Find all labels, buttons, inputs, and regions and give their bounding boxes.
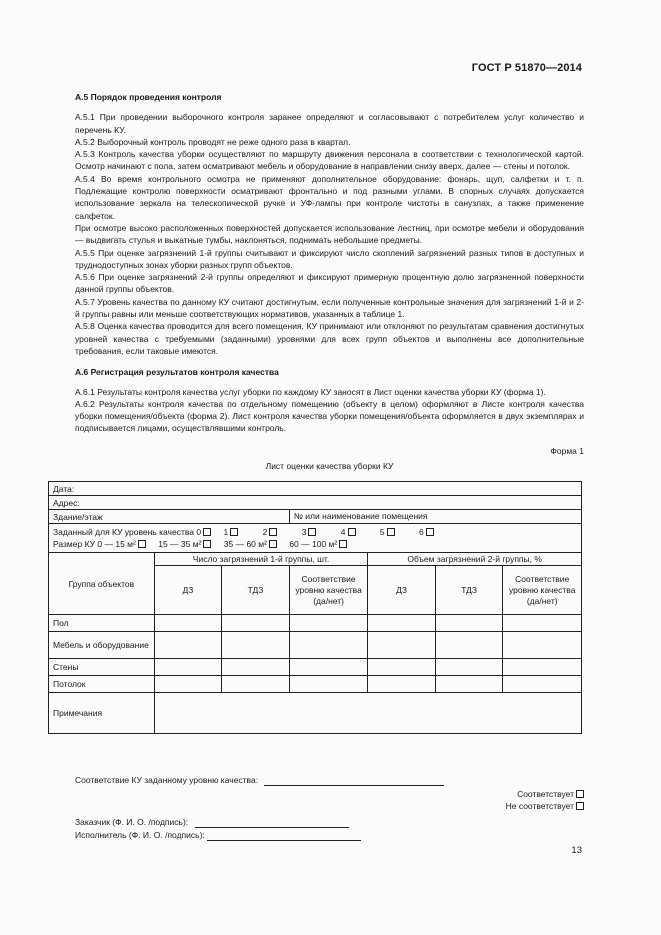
level-option[interactable]: 6 bbox=[419, 527, 434, 537]
date-row[interactable] bbox=[49, 482, 582, 496]
input-cell[interactable] bbox=[368, 659, 435, 676]
checkbox-icon[interactable] bbox=[576, 802, 584, 810]
size-option[interactable]: 0 — 15 м² bbox=[97, 539, 145, 549]
customer-label: Заказчик (Ф. И. О. /подпись): bbox=[75, 817, 189, 827]
complies-option[interactable]: Соответствует bbox=[75, 788, 584, 800]
table-row bbox=[49, 632, 582, 659]
level-option[interactable]: 5 bbox=[380, 527, 395, 537]
standard-number: ГОСТ Р 51870—2014 bbox=[471, 62, 582, 74]
page-number: 13 bbox=[571, 845, 582, 856]
notes-row bbox=[49, 693, 582, 734]
table-row bbox=[49, 659, 582, 676]
quality-level-row bbox=[49, 524, 582, 539]
group2-header: Объем загрязнений 2-й группы, % bbox=[368, 553, 582, 566]
room-cell[interactable] bbox=[289, 510, 581, 524]
size-row bbox=[49, 538, 582, 553]
match-header: Соответствие уровню качества (да/нет) bbox=[289, 566, 368, 615]
paragraph: А.5.1 При проведении выборочного контроля заранее определяют и согласовывают с потребителем услуг количество и перечень КУ. bbox=[75, 112, 584, 135]
contractor-signature-field[interactable] bbox=[207, 828, 361, 841]
input-cell[interactable] bbox=[154, 615, 221, 632]
dz-header: ДЗ bbox=[368, 566, 435, 615]
size-option[interactable]: 35 — 60 м² bbox=[224, 539, 277, 549]
quality-form-table bbox=[48, 481, 582, 734]
group1-header: Число загрязнений 1-й группы, шт. bbox=[154, 553, 368, 566]
paragraph: А.5.5 При оценке загрязнений 1-й группы считывают и фиксируют число скоплений загрязнений разных типов в доступных и труднодоступных зонах уборки разных групп объектов. bbox=[75, 247, 584, 270]
input-cell[interactable] bbox=[503, 615, 582, 632]
date-label: Дата: bbox=[53, 483, 75, 494]
checkbox-icon[interactable] bbox=[203, 528, 211, 536]
checkbox-icon[interactable] bbox=[203, 540, 211, 548]
notes-input[interactable] bbox=[154, 693, 581, 734]
section-a5-paragraphs bbox=[75, 111, 584, 357]
paragraph: А.6.2 Результаты контроля качества по отдельному помещению (объекту в целом) оформляют в Листе контроля качества уборки помещения/объекта (форма 2). Лист контроля качества уборки помещения/объекта оформляется в двух экземплярах и подписывается лицами, осуществлявшими контроль. bbox=[75, 398, 584, 434]
checkbox-icon[interactable] bbox=[269, 540, 277, 548]
notes-label: Примечания bbox=[49, 693, 155, 734]
input-cell[interactable] bbox=[368, 676, 435, 693]
input-cell[interactable] bbox=[222, 615, 290, 632]
input-cell[interactable] bbox=[222, 659, 290, 676]
form-number: Форма 1 bbox=[550, 445, 584, 456]
group-header: Группа объектов bbox=[49, 553, 155, 615]
paragraph: А.5.2 Выборочный контроль проводят не реже одного раза в квартал. bbox=[75, 136, 351, 147]
form-title: Лист оценки качества уборки КУ bbox=[265, 461, 394, 472]
compliance-line bbox=[75, 773, 584, 786]
row-label: Пол bbox=[49, 615, 155, 632]
input-cell[interactable] bbox=[289, 676, 368, 693]
not-complies-option[interactable]: Не соответствует bbox=[75, 800, 584, 812]
customer-line bbox=[75, 815, 584, 828]
room-label: № или наименование помещения bbox=[293, 511, 428, 521]
input-cell[interactable] bbox=[154, 632, 221, 659]
table-row bbox=[49, 615, 582, 632]
input-cell[interactable] bbox=[503, 676, 582, 693]
compliance-field[interactable] bbox=[264, 773, 444, 786]
input-cell[interactable] bbox=[368, 615, 435, 632]
checkbox-icon[interactable] bbox=[426, 528, 434, 536]
contractor-label: Исполнитель (Ф. И. О. /подпись): bbox=[75, 830, 205, 840]
input-cell[interactable] bbox=[222, 676, 290, 693]
input-cell[interactable] bbox=[435, 632, 503, 659]
row-label: Потолок bbox=[49, 676, 155, 693]
table-row bbox=[49, 676, 582, 693]
level-option[interactable]: 4 bbox=[341, 527, 356, 537]
size-option[interactable]: 15 — 35 м² bbox=[158, 539, 211, 549]
input-cell[interactable] bbox=[368, 632, 435, 659]
building-label: Здание/этаж bbox=[53, 511, 103, 522]
customer-signature-field[interactable] bbox=[195, 815, 349, 828]
input-cell[interactable] bbox=[154, 676, 221, 693]
compliance-label: Соответствие КУ заданному уровню качества: bbox=[75, 775, 259, 785]
building-cell[interactable] bbox=[49, 510, 290, 524]
paragraph: А.5.3 Контроль качества уборки осуществляют по маршруту движения персонала в соответствии с технологической картой. Осмотр начинают с пола, затем осматривают мебель и оборудование в направлении снизу вверх, далее — стены и потолок. bbox=[75, 149, 584, 172]
paragraph: А.5.8 Оценка качества проводится для всего помещения, КУ принимают или отклоняют по результатам сравнения достигнутых уровней качества с требуемыми (заданными) уровнями для всех групп объектов и выполнены все дополнительные требования, если таковые имеются. bbox=[75, 321, 584, 356]
level-option[interactable]: 0 bbox=[196, 527, 211, 537]
form-footer bbox=[75, 773, 584, 841]
checkbox-icon[interactable] bbox=[308, 528, 316, 536]
match-header: Соответствие уровню качества (да/нет) bbox=[503, 566, 582, 615]
paragraph: А.5.6 При оценке загрязнений 2-й группы определяют и фиксируют примерную процентную долю загрязненной поверхности данной группы объектов. bbox=[75, 272, 584, 295]
checkbox-icon[interactable] bbox=[348, 528, 356, 536]
paragraph: А.5.7 Уровень качества по данному КУ считают достигнутым, если полученные контрольные значения для загрязнений 1-й и 2-й группы равны или меньше соответствующих нормативов, указанных в таблице 1. bbox=[75, 296, 584, 320]
input-cell[interactable] bbox=[289, 632, 368, 659]
input-cell[interactable] bbox=[289, 659, 368, 676]
level-option[interactable]: 3 bbox=[302, 527, 317, 537]
address-label: Адрес: bbox=[53, 497, 80, 508]
row-label: Стены bbox=[49, 659, 155, 676]
section-a5-title: А.5 Порядок проведения контроля bbox=[75, 92, 222, 102]
paragraph: При осмотре высоко расположенных поверхностей допускается использование лестниц, при осмотре мебели и оборудования — выдвигать стулья и выкатные тумбы, наклоняться, поднимать небольшие предметы. bbox=[75, 222, 584, 246]
input-cell[interactable] bbox=[154, 659, 221, 676]
checkbox-icon[interactable] bbox=[230, 528, 238, 536]
tdz-header: ТДЗ bbox=[222, 566, 290, 615]
checkbox-icon[interactable] bbox=[339, 540, 347, 548]
tdz-header: ТДЗ bbox=[435, 566, 503, 615]
quality-level-label: Заданный для КУ уровень качества bbox=[53, 527, 194, 537]
checkbox-icon[interactable] bbox=[387, 528, 395, 536]
level-option[interactable]: 1 bbox=[223, 527, 238, 537]
input-cell[interactable] bbox=[503, 659, 582, 676]
input-cell[interactable] bbox=[289, 615, 368, 632]
input-cell[interactable] bbox=[435, 615, 503, 632]
input-cell[interactable] bbox=[222, 632, 290, 659]
paragraph: А.6.1 Результаты контроля качества услуг уборки по каждому КУ заносят в Лист оценки качества уборки КУ (форма 1). bbox=[75, 386, 546, 397]
input-cell[interactable] bbox=[435, 676, 503, 693]
size-label: Размер КУ bbox=[53, 539, 96, 549]
dz-header: ДЗ bbox=[154, 566, 221, 615]
level-option[interactable]: 2 bbox=[263, 527, 278, 537]
main-text bbox=[75, 91, 584, 475]
section-a6-title: А.6 Регистрация результатов контроля качества bbox=[75, 367, 279, 378]
contractor-line bbox=[75, 828, 584, 841]
checkbox-icon[interactable] bbox=[138, 540, 146, 548]
input-cell[interactable] bbox=[435, 659, 503, 676]
address-row[interactable] bbox=[49, 496, 582, 510]
checkbox-icon[interactable] bbox=[576, 790, 584, 798]
row-label: Мебель и оборудование bbox=[49, 632, 155, 659]
size-option[interactable]: 60 — 100 м² bbox=[289, 539, 347, 549]
paragraph: А.5.4 Во время контрольного осмотра не применяют дополнительное оборудование: фонарь, щуп, салфетки и т. п. Подлежащие контролю поверхности осматривают фронтально и под разными углами. В спорных случаях допускается использование зеркала на телескопической ручке и УФ-лампы при контроле чистоты в санузлах, а также применение салфеток. bbox=[75, 173, 584, 221]
checkbox-icon[interactable] bbox=[269, 528, 277, 536]
input-cell[interactable] bbox=[503, 632, 582, 659]
